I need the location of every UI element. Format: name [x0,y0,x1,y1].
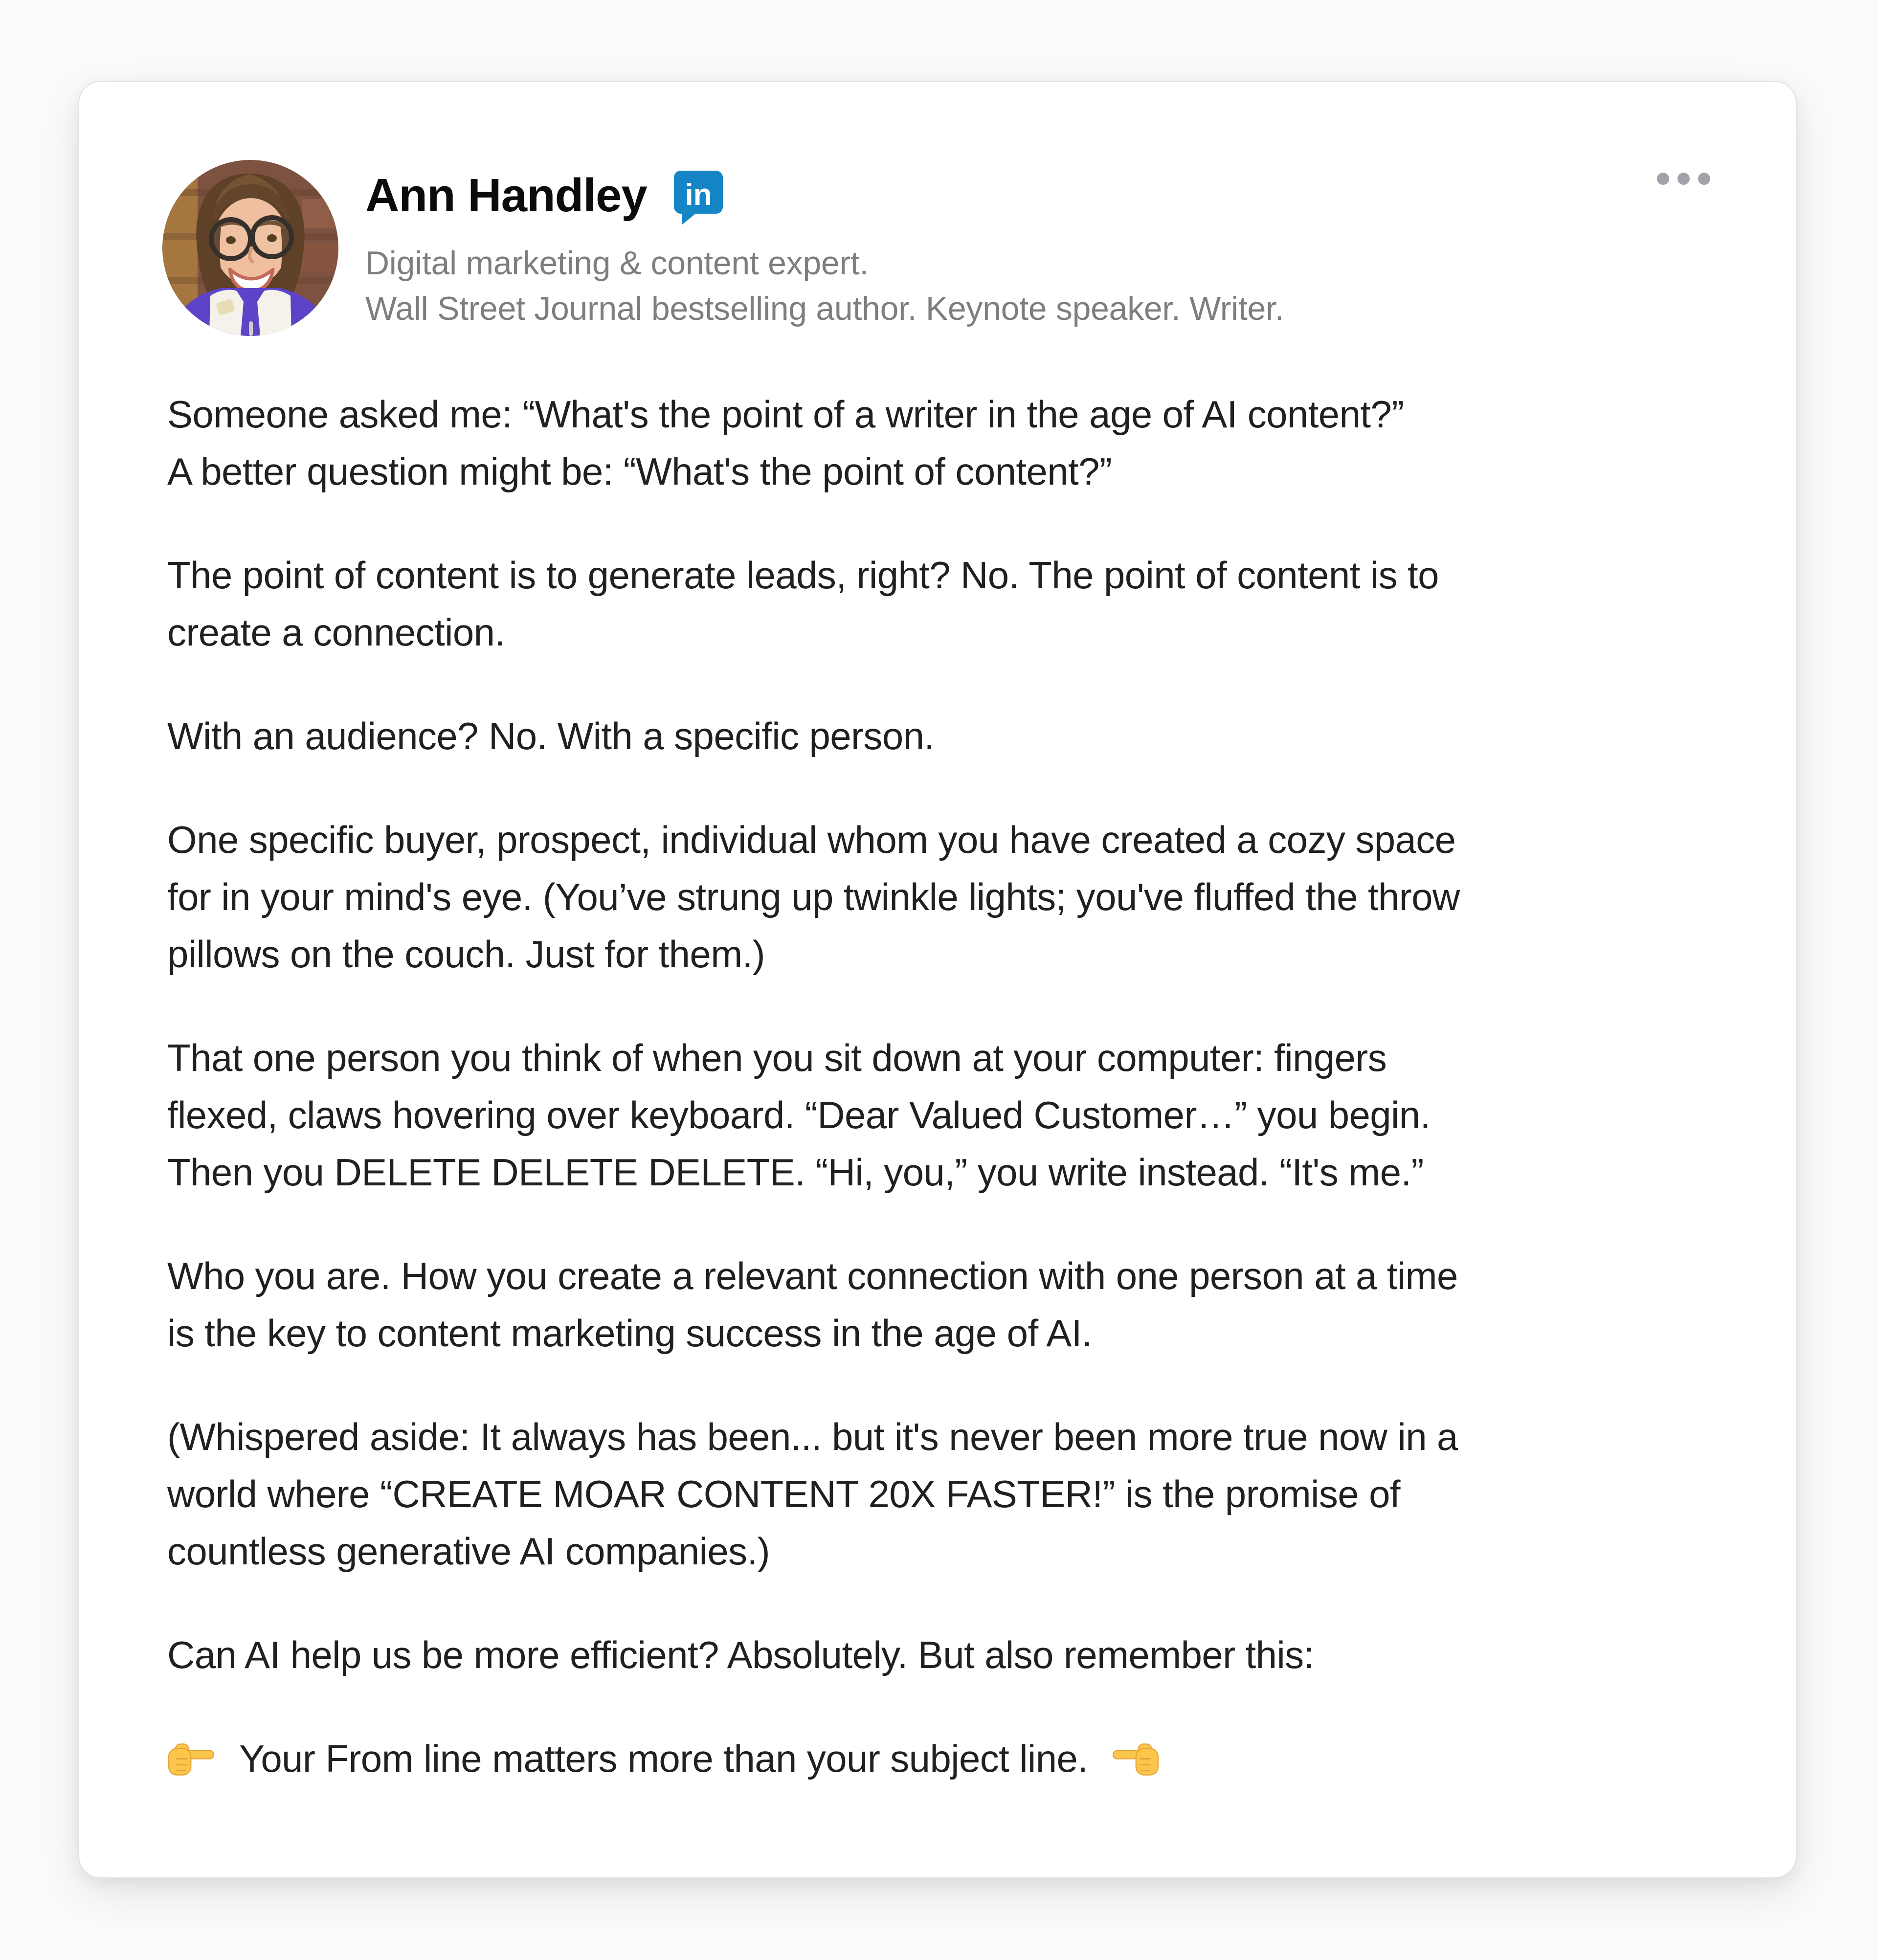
author-bio [365,241,1284,332]
pointing-left-icon [1112,1739,1160,1780]
cta-line [167,1730,1708,1787]
post-paragraph: That one person you think of when you sit down at your computer: fingers flexed, claws hovering over keyboard. “Dear Valued Customer…” you begin. Then you DELETE DELETE DELETE. “Hi, you,” you write instead. “It's me.” [167,1036,1431,1194]
author-bio-line-1: Digital marketing & content expert. [365,245,869,282]
post-header [365,167,1284,332]
post-paragraph: Someone asked me: “What's the point of a writer in the age of AI content?” A better question might be: “What's the point of content?” [167,393,1404,493]
post-paragraph: One specific buyer, prospect, individual whom you have created a cozy space for in your mind's eye. (You’ve strung up twinkle lights; you've fluffed the throw pillows on the couch. Just for them.) [167,818,1460,976]
pointing-right-icon [167,1739,215,1780]
post-body [167,386,1708,1834]
avatar-photo [162,160,338,336]
post-paragraph: Who you are. How you create a relevant connection with one person at a time is the key to content marketing success in the age of AI. [167,1254,1458,1355]
linkedin-icon[interactable] [674,171,723,225]
post-paragraph: With an audience? No. With a specific person. [167,714,935,757]
ellipsis-dot [1677,173,1690,185]
linkedin-badge-text: in [685,178,712,212]
avatar[interactable] [162,160,338,336]
post-paragraphs [167,386,1708,1684]
cta-text: Your From line matters more than your subject line. [239,1737,1088,1780]
post-paragraph: The point of content is to generate leads, right? No. The point of content is to create a connection. [167,554,1439,654]
ellipsis-dot [1657,173,1669,185]
post-paragraph: (Whispered aside: It always has been... but it's never been more true now in a world where “CREATE MOAR CONTENT 20X FASTER!” is the promise of countless generative AI companies.) [167,1415,1458,1573]
author-name-row [365,167,1284,223]
more-options-button[interactable] [1652,168,1715,190]
author-name[interactable]: Ann Handley [365,169,647,222]
post-paragraph: Can AI help us be more efficient? Absolutely. But also remember this: [167,1633,1314,1676]
ellipsis-dot [1698,173,1710,185]
author-bio-line-2: Wall Street Journal bestselling author. Keynote speaker. Writer. [365,290,1284,327]
post-card [78,81,1797,1878]
